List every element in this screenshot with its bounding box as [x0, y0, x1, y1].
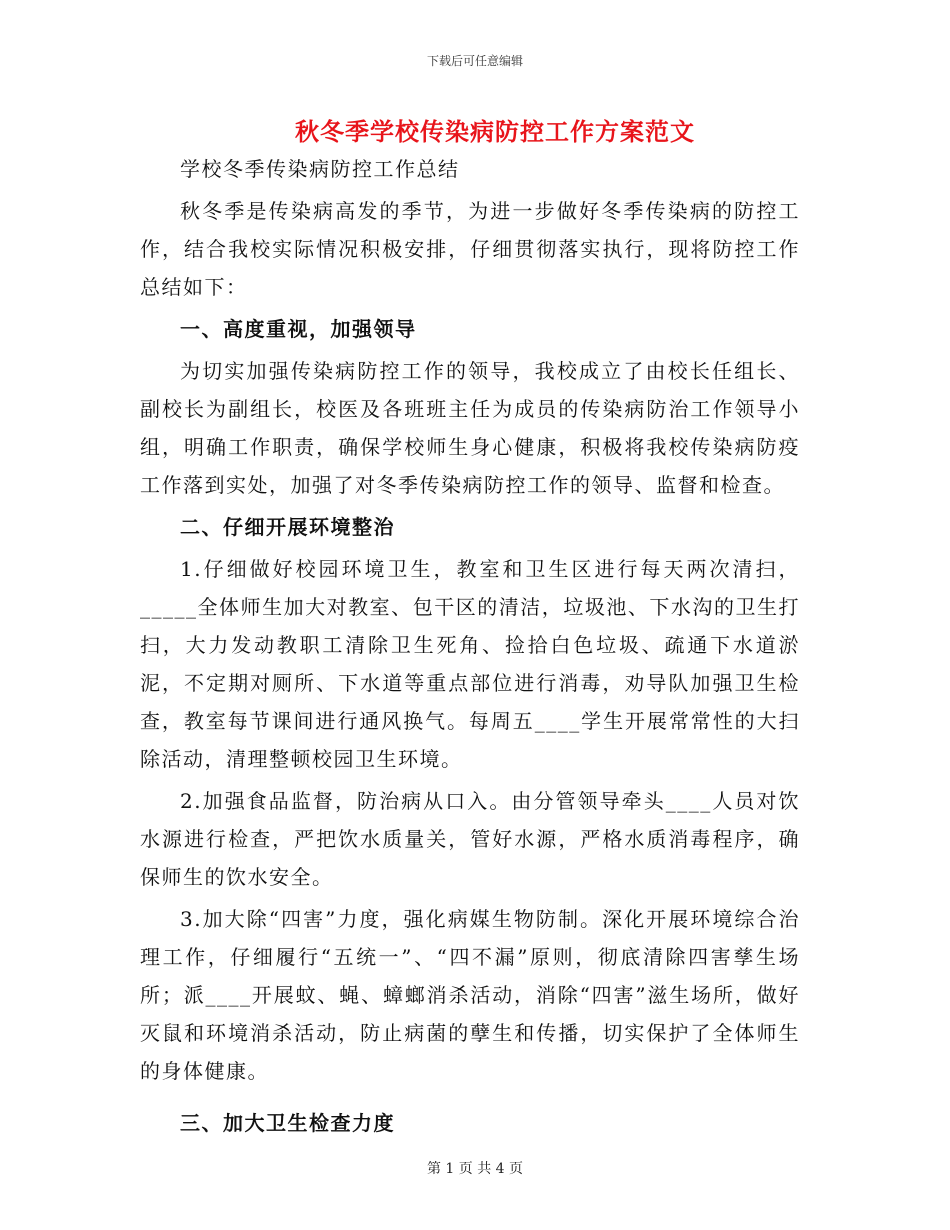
subtitle-paragraph: 学校冬季传染病防控工作总结	[180, 157, 460, 181]
section-2-item-1: 1.仔细做好校园环境卫生，教室和卫生区进行每天两次清扫，_____全体师生加大对教室、包干区的清洁，垃圾池、下水沟的卫生打扫，大力发动教职工清除卫生死角、捡拾白色垃圾、疏通下水道淤泥，不定期对厕所、下水道等重点部位进行消毒，劝导队加强卫生检查，教室每节课间进行通风换气。每周五____学生开展常常性的大扫除活动，清理整顿校园卫生环境。	[140, 557, 800, 771]
document-title: 秋冬季学校传染病防控工作方案范文	[295, 117, 695, 146]
section-2-item-3: 3.加大除“四害”力度，强化病媒生物防制。深化开展环境综合治理工作，仔细履行“五统一”、“四不漏”原则，彻底清除四害孳生场所；派____开展蚊、蝇、蟑螂消杀活动，消除“四害”滋生场所，做好灭鼠和环境消杀活动，防止病菌的孽生和传播，切实保护了全体师生的身体健康。	[140, 907, 800, 1083]
section-heading-3: 三、加大卫生检查力度	[180, 1111, 395, 1135]
document-body	[140, 150, 800, 1142]
section-heading-2: 二、仔细开展环境整治	[180, 515, 395, 539]
section-2-item-2: 2.加强食品监督，防治病从口入。由分管领导牵头____人员对饮水源进行检查，严把饮水质量关，管好水源，严格水质消毒程序，确保师生的饮水安全。	[140, 789, 800, 889]
page-header-note: 下载后可任意编辑	[426, 54, 523, 68]
section-1-paragraph: 为切实加强传染病防控工作的领导，我校成立了由校长任组长、副校长为副组长，校医及各班班主任为成员的传染病防治工作领导小组，明确工作职责，确保学校师生身心健康，积极将我校传染病防疫工作落到实处，加强了对冬季传染病防控工作的领导、监督和检查。	[140, 359, 800, 497]
intro-paragraph: 秋冬季是传染病高发的季节，为进一步做好冬季传染病的防控工作，结合我校实际情况积极安排，仔细贯彻落实执行，现将防控工作总结如下：	[140, 199, 800, 299]
page-number-footer: 第 1 页 共 4 页	[426, 1161, 524, 1177]
section-heading-1: 一、高度重视，加强领导	[180, 317, 417, 341]
